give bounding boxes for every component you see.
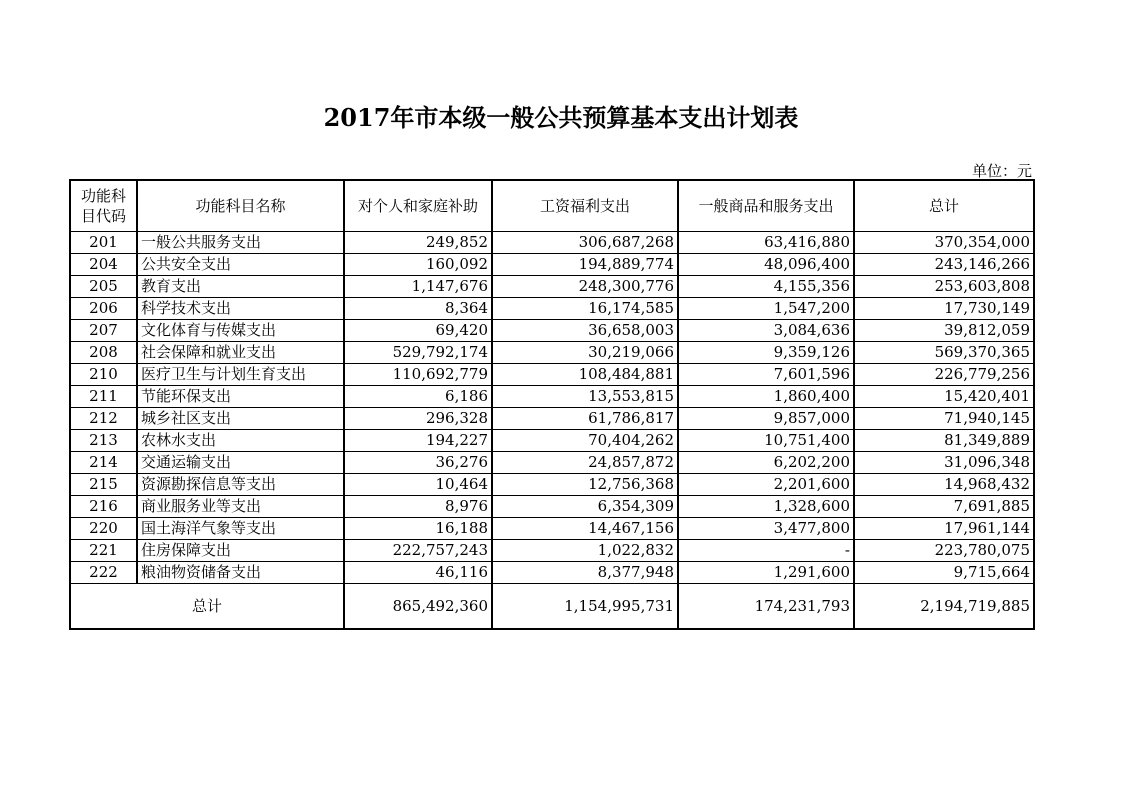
cell-salary: 6,354,309	[492, 496, 678, 518]
cell-salary: 16,174,585	[492, 298, 678, 320]
cell-name: 国土海洋气象等支出	[137, 518, 344, 540]
cell-goods: 1,547,200	[678, 298, 854, 320]
cell-salary: 306,687,268	[492, 232, 678, 254]
cell-name: 教育支出	[137, 276, 344, 298]
page-title: 2017年市本级一般公共预算基本支出计划表	[323, 103, 799, 132]
table-row	[70, 254, 1034, 276]
cell-personal: 10,464	[344, 474, 492, 496]
cell-name: 科学技术支出	[137, 298, 344, 320]
cell-code: 205	[70, 276, 137, 298]
totals-row	[70, 584, 1034, 630]
cell-name: 医疗卫生与计划生育支出	[137, 364, 344, 386]
cell-code: 212	[70, 408, 137, 430]
table-header-row	[70, 180, 1034, 232]
cell-total: 17,730,149	[854, 298, 1034, 320]
total-total: 2,194,719,885	[854, 584, 1034, 630]
header-code-line2: 目代码	[80, 207, 126, 225]
cell-goods: 7,601,596	[678, 364, 854, 386]
cell-goods: 63,416,880	[678, 232, 854, 254]
table-row	[70, 540, 1034, 562]
cell-goods: 9,359,126	[678, 342, 854, 364]
table-row	[70, 232, 1034, 254]
cell-total: 31,096,348	[854, 452, 1034, 474]
header-code	[70, 180, 137, 232]
cell-name: 农林水支出	[137, 430, 344, 452]
cell-code: 220	[70, 518, 137, 540]
table-row	[70, 518, 1034, 540]
cell-salary: 30,219,066	[492, 342, 678, 364]
cell-name: 一般公共服务支出	[137, 232, 344, 254]
cell-goods: 10,751,400	[678, 430, 854, 452]
cell-code: 211	[70, 386, 137, 408]
cell-personal: 194,227	[344, 430, 492, 452]
table-row	[70, 298, 1034, 320]
cell-salary: 108,484,881	[492, 364, 678, 386]
table-row	[70, 452, 1034, 474]
cell-total: 370,354,000	[854, 232, 1034, 254]
cell-code: 213	[70, 430, 137, 452]
cell-goods: 2,201,600	[678, 474, 854, 496]
header-goods: 一般商品和服务支出	[678, 180, 854, 232]
cell-code: 216	[70, 496, 137, 518]
cell-total: 15,420,401	[854, 386, 1034, 408]
cell-code: 221	[70, 540, 137, 562]
cell-goods: 1,328,600	[678, 496, 854, 518]
cell-total: 14,968,432	[854, 474, 1034, 496]
table-row	[70, 408, 1034, 430]
cell-salary: 61,786,817	[492, 408, 678, 430]
cell-code: 222	[70, 562, 137, 584]
cell-name: 粮油物资储备支出	[137, 562, 344, 584]
cell-personal: 8,976	[344, 496, 492, 518]
cell-total: 9,715,664	[854, 562, 1034, 584]
cell-total: 569,370,365	[854, 342, 1034, 364]
cell-personal: 8,364	[344, 298, 492, 320]
cell-salary: 14,467,156	[492, 518, 678, 540]
total-goods: 174,231,793	[678, 584, 854, 630]
cell-salary: 248,300,776	[492, 276, 678, 298]
cell-total: 226,779,256	[854, 364, 1034, 386]
table-row	[70, 562, 1034, 584]
cell-goods: -	[678, 540, 854, 562]
cell-code: 208	[70, 342, 137, 364]
total-personal: 865,492,360	[344, 584, 492, 630]
cell-goods: 48,096,400	[678, 254, 854, 276]
cell-name: 节能环保支出	[137, 386, 344, 408]
cell-code: 204	[70, 254, 137, 276]
cell-total: 81,349,889	[854, 430, 1034, 452]
cell-goods: 1,291,600	[678, 562, 854, 584]
table-row	[70, 320, 1034, 342]
cell-goods: 6,202,200	[678, 452, 854, 474]
cell-name: 商业服务业等支出	[137, 496, 344, 518]
cell-total: 243,146,266	[854, 254, 1034, 276]
table-row	[70, 496, 1034, 518]
cell-name: 资源勘探信息等支出	[137, 474, 344, 496]
cell-salary: 13,553,815	[492, 386, 678, 408]
cell-code: 214	[70, 452, 137, 474]
cell-total: 253,603,808	[854, 276, 1034, 298]
cell-code: 206	[70, 298, 137, 320]
table-row	[70, 430, 1034, 452]
totals-label: 总计	[70, 584, 344, 630]
cell-goods: 3,084,636	[678, 320, 854, 342]
cell-name: 社会保障和就业支出	[137, 342, 344, 364]
cell-personal: 110,692,779	[344, 364, 492, 386]
cell-goods: 3,477,800	[678, 518, 854, 540]
cell-name: 公共安全支出	[137, 254, 344, 276]
cell-personal: 1,147,676	[344, 276, 492, 298]
cell-personal: 296,328	[344, 408, 492, 430]
table-row	[70, 386, 1034, 408]
cell-total: 17,961,144	[854, 518, 1034, 540]
header-total: 总计	[854, 180, 1034, 232]
cell-personal: 16,188	[344, 518, 492, 540]
cell-personal: 36,276	[344, 452, 492, 474]
cell-code: 201	[70, 232, 137, 254]
header-code-line1: 功能科	[80, 187, 126, 205]
table-row	[70, 276, 1034, 298]
cell-goods: 9,857,000	[678, 408, 854, 430]
cell-personal: 69,420	[344, 320, 492, 342]
unit-label: 单位：元	[971, 162, 1032, 180]
cell-total: 71,940,145	[854, 408, 1034, 430]
cell-name: 文化体育与传媒支出	[137, 320, 344, 342]
table-row	[70, 474, 1034, 496]
cell-code: 215	[70, 474, 137, 496]
cell-goods: 1,860,400	[678, 386, 854, 408]
cell-salary: 8,377,948	[492, 562, 678, 584]
cell-salary: 12,756,368	[492, 474, 678, 496]
cell-total: 7,691,885	[854, 496, 1034, 518]
table-row	[70, 364, 1034, 386]
cell-goods: 4,155,356	[678, 276, 854, 298]
cell-personal: 529,792,174	[344, 342, 492, 364]
cell-name: 交通运输支出	[137, 452, 344, 474]
cell-personal: 160,092	[344, 254, 492, 276]
cell-salary: 194,889,774	[492, 254, 678, 276]
header-personal: 对个人和家庭补助	[344, 180, 492, 232]
cell-code: 207	[70, 320, 137, 342]
total-salary: 1,154,995,731	[492, 584, 678, 630]
header-salary: 工资福利支出	[492, 180, 678, 232]
cell-total: 223,780,075	[854, 540, 1034, 562]
cell-personal: 222,757,243	[344, 540, 492, 562]
cell-personal: 6,186	[344, 386, 492, 408]
cell-salary: 70,404,262	[492, 430, 678, 452]
cell-salary: 1,022,832	[492, 540, 678, 562]
cell-personal: 46,116	[344, 562, 492, 584]
cell-salary: 36,658,003	[492, 320, 678, 342]
cell-personal: 249,852	[344, 232, 492, 254]
cell-total: 39,812,059	[854, 320, 1034, 342]
table-row	[70, 342, 1034, 364]
cell-name: 城乡社区支出	[137, 408, 344, 430]
cell-name: 住房保障支出	[137, 540, 344, 562]
cell-code: 210	[70, 364, 137, 386]
header-name: 功能科目名称	[137, 180, 344, 232]
cell-salary: 24,857,872	[492, 452, 678, 474]
budget-table	[69, 179, 1035, 630]
